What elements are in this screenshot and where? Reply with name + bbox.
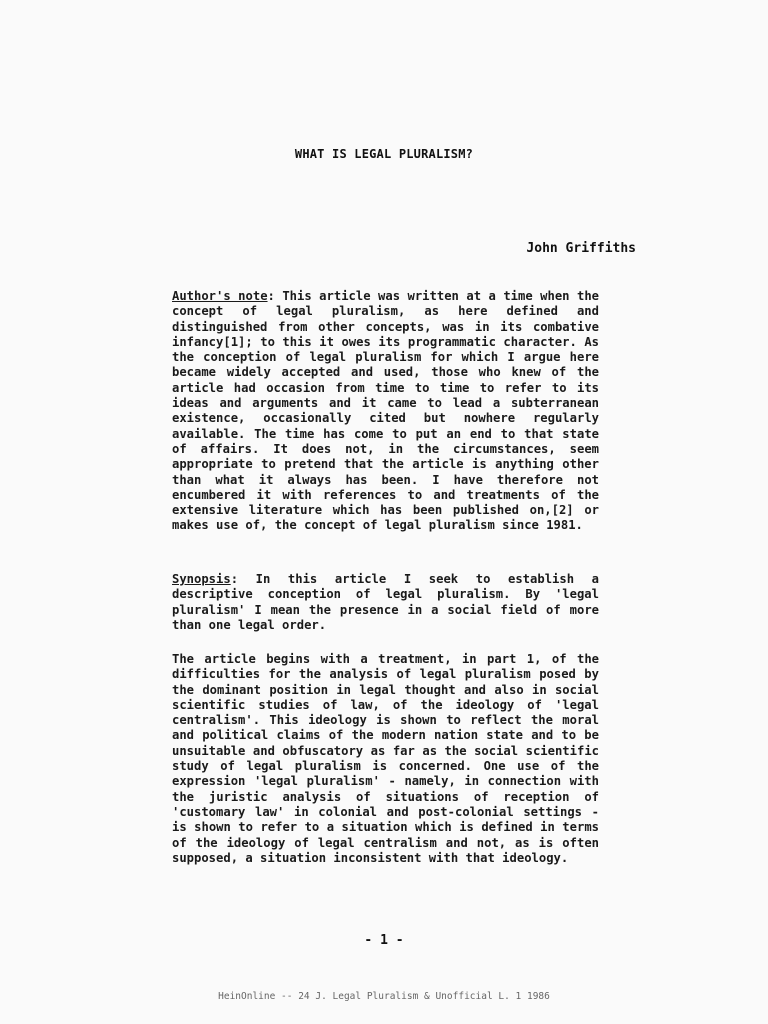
article-intro-paragraph: The article begins with a treatment, in part 1, of the difficulties for the analysis of legal pluralism posed by the dominant position in legal thought and also in social scientific studies of law, of the ideology of 'legal centralism'. This ideology is shown to reflect the moral and political claims of the modern nation state and to be unsuitable and obfuscatory as far as the social scientific study of legal pluralism is concerned. One use of the expression 'legal pluralism' - namely, in connection with the juristic analysis of situations of reception of 'customary law' in colonial and post-colonial settings - is shown to refer to a situation which is defined in terms of the ideology of legal centralism and not, as is often supposed, a situation inconsistent with that ideology. xyxy=(172,652,599,865)
synopsis-paragraph xyxy=(172,572,599,633)
authors-note-text: : This article was written at a time when the concept of legal pluralism, as here defined and distinguished from other concepts, was in its combative infancy[1]; to this it owes its programmatic character. As the conception of legal pluralism for which I argue here became widely accepted and used, those who knew of the article had occasion from time to time to refer to its ideas and arguments and it came to lead a subterranean existence, occasionally cited but nowhere regularly available. The time has come to put an end to that state of affairs. It does not, in the circumstances, seem appropriate to pretend that the article is anything other than what it always has been. I have therefore not encumbered it with references to and treatments of the extensive literature which has been published on,[2] or makes use of, the concept of legal pluralism since 1981. xyxy=(172,289,599,533)
page-number: - 1 - xyxy=(364,933,404,948)
authors-note-paragraph xyxy=(172,289,599,534)
synopsis-text: : In this article I seek to establish a descriptive conception of legal pluralism. By 'legal pluralism' I mean the presence in a social field of more than one legal order. xyxy=(172,572,599,632)
authors-note-lead: Author's note xyxy=(172,289,268,303)
document-title: WHAT IS LEGAL PLURALISM? xyxy=(294,147,474,161)
citation-footer: HeinOnline -- 24 J. Legal Pluralism & Unofficial L. 1 1986 xyxy=(218,991,550,1002)
synopsis-lead: Synopsis xyxy=(172,572,231,586)
author-name: John Griffiths xyxy=(526,241,636,256)
